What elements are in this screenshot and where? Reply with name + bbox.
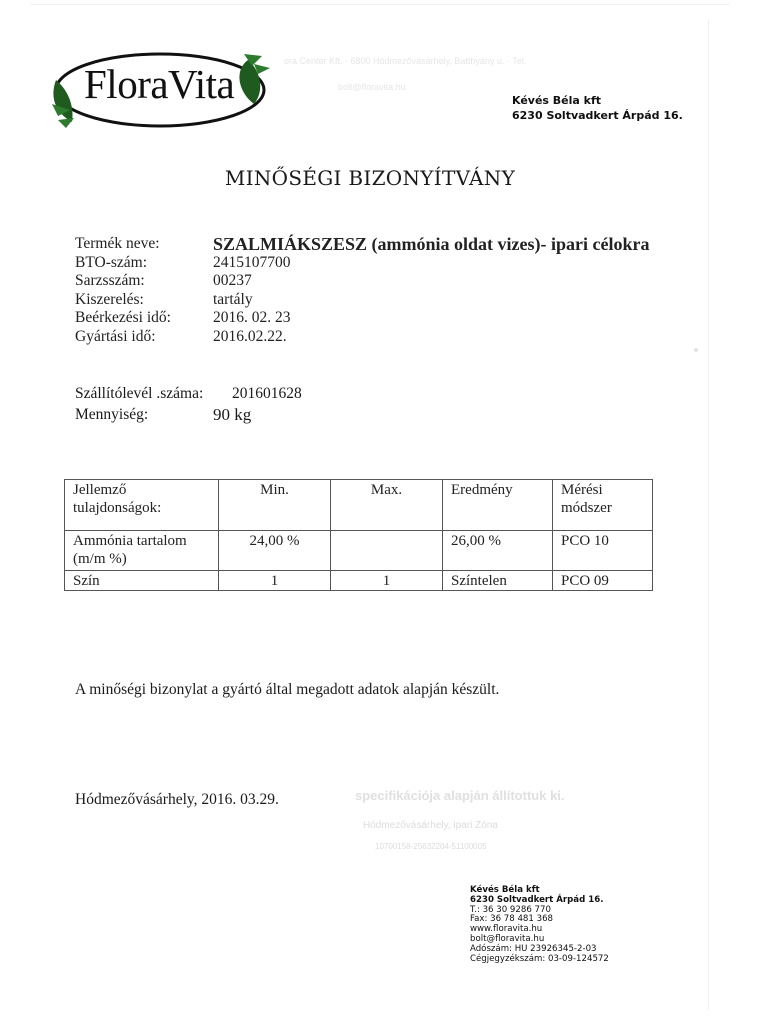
scan-page-edge xyxy=(30,4,730,19)
scan-speck xyxy=(694,348,698,352)
info-row-arrival xyxy=(75,309,650,328)
delivery-info xyxy=(75,383,302,425)
info-row-production xyxy=(75,328,650,347)
statement-text: A minőségi bizonylat a gyártó által megadott adatok alapján készült. xyxy=(75,681,500,698)
footer-web: www.floravita.hu xyxy=(470,924,543,935)
footer-tax-id: Adószám: HU 23926345-2-03 xyxy=(470,943,597,954)
quantity-row xyxy=(75,404,302,425)
logo-text: FloraVita xyxy=(84,61,235,107)
info-value: 2016. 02. 23 xyxy=(213,309,291,326)
table-header-cell: Max. xyxy=(331,480,443,531)
footer-email: bolt@floravita.hu xyxy=(470,933,545,944)
table-cell: 26,00 % xyxy=(443,531,553,571)
info-label: Termék neve: xyxy=(75,235,160,252)
table-cell: Szín xyxy=(65,571,219,591)
table-cell: Színtelen xyxy=(443,571,553,591)
properties-table xyxy=(64,479,653,591)
footer-contact xyxy=(470,886,609,964)
quantity-label: Mennyiség: xyxy=(75,406,149,423)
product-info xyxy=(75,235,650,346)
place-date: Hódmezővásárhely, 2016. 03.29. xyxy=(75,791,279,808)
table-cell: 1 xyxy=(219,571,331,591)
table-header-cell: Jellemző tulajdonságok: xyxy=(65,480,219,531)
info-label: Gyártási idő: xyxy=(75,327,156,345)
footer-phone: T.: 36 30 9286 770 xyxy=(470,904,551,915)
info-label: BTO-szám: xyxy=(75,253,148,271)
info-row-bto xyxy=(75,254,650,273)
header-address xyxy=(512,93,683,123)
header-company: Kévés Béla kft xyxy=(512,94,602,107)
table-cell: PCO 09 xyxy=(553,571,653,591)
footer-registry: Cégjegyzékszám: 03-09-124572 xyxy=(470,953,609,964)
info-label: Sarzsszám: xyxy=(75,272,145,289)
table-cell: Ammónia tartalom (m/m %) xyxy=(65,531,219,571)
table-header-cell: Eredmény xyxy=(443,480,553,531)
table-cell: PCO 10 xyxy=(553,531,653,571)
info-value: 00237 xyxy=(213,272,252,289)
table-cell: 1 xyxy=(331,571,443,591)
stamp-line: 10700158-25632204-51100005 xyxy=(375,842,487,851)
floravita-logo xyxy=(48,48,273,134)
table-header-row xyxy=(65,480,653,531)
delivery-note-row xyxy=(75,383,302,404)
footer-address: 6230 Soltvadkert Árpád 16. xyxy=(470,894,604,905)
info-label: Beérkezési idő: xyxy=(75,309,171,326)
header-street: 6230 Soltvadkert Árpád 16. xyxy=(512,109,683,122)
info-value: 2016.02.22. xyxy=(213,327,287,345)
stamp-line: Hódmezővásárhely, ipari Zóna xyxy=(363,820,498,831)
quantity-value: 90 kg xyxy=(213,405,252,424)
product-name: SZALMIÁKSZESZ (ammónia oldat vizes)- ipari célokra xyxy=(213,234,650,254)
table-row xyxy=(65,571,653,591)
info-row-product xyxy=(75,235,650,254)
info-value: 2415107700 xyxy=(213,253,291,271)
info-row-packaging xyxy=(75,291,650,310)
info-value: tartály xyxy=(213,290,253,308)
table-cell: 24,00 % xyxy=(219,531,331,571)
table-header-cell: Mérési módszer xyxy=(553,480,653,531)
ghost-header-line: bolt@floravita.hu xyxy=(338,82,406,92)
table-row xyxy=(65,531,653,571)
table-cell xyxy=(331,531,443,571)
footer-fax: Fax: 36 78 481 368 xyxy=(470,914,554,925)
document-title: MINŐSÉGI BIZONYÍTVÁNY xyxy=(224,166,516,190)
stamp-line: specifikációja alapján állítottuk ki. xyxy=(355,788,565,803)
info-row-batch xyxy=(75,272,650,291)
faded-stamp xyxy=(335,786,595,866)
info-label: Kiszerelés: xyxy=(75,290,144,308)
footer-company: Kévés Béla kft xyxy=(470,885,540,895)
delivery-note-label: Szállítólevél .száma: xyxy=(75,385,204,402)
ghost-header-line: ora Center Kft. · 6800 Hódmezővásárhely, Batthyány u. · Tel. xyxy=(284,56,527,66)
table-header-cell: Min. xyxy=(219,480,331,531)
delivery-note-value: 201601628 xyxy=(232,385,302,402)
